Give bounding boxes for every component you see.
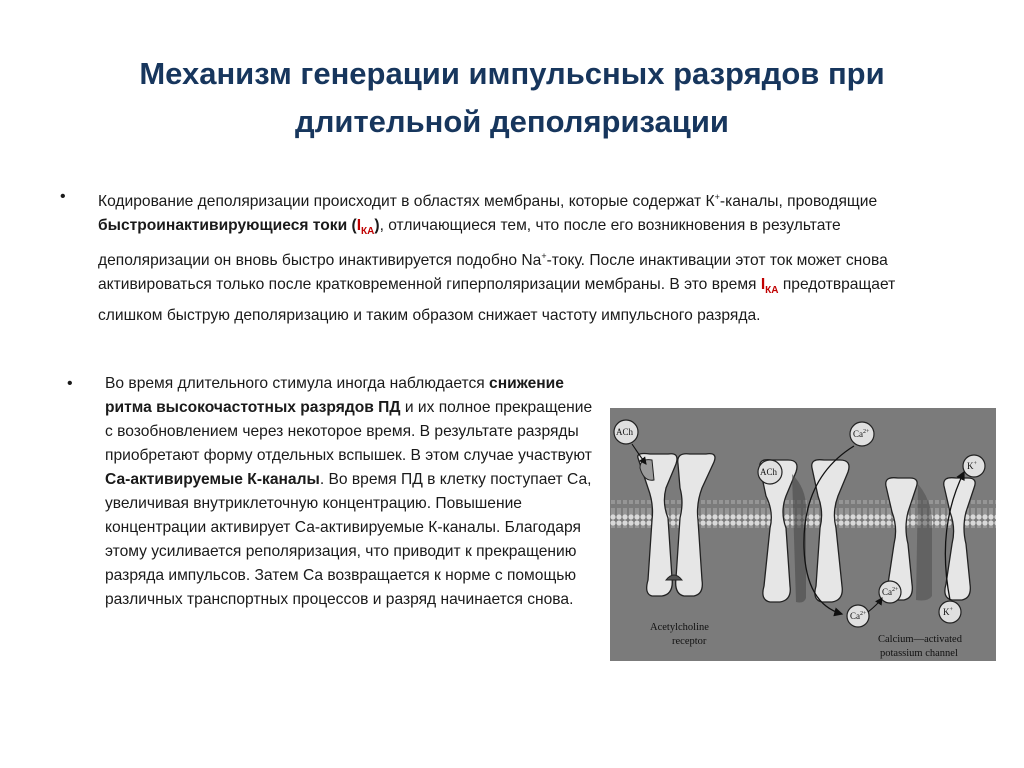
text-run: , отличающиеся тем, что после его возникновения в результате деполяризации он вновь быстро инактивируется подобно Na [98,217,841,270]
text-run: Во время длительного стимула иногда наблюдается [105,375,490,392]
ion-channel-diagram [610,408,996,661]
bullet-paragraph-1 [60,185,928,328]
ach-label-1: ACh [616,427,634,437]
current-subscript: КА [765,285,779,297]
bold-text: Са-активируемые К-каналы [105,471,320,488]
calcium-label-bottom-1: $Ca^{2+}$ [850,611,867,621]
slide-title [60,50,964,146]
bold-text: ) [374,217,380,235]
text-run: . Во время ПД в клетку поступает Са, увеличивая внутриклеточную концентрацию. Повышение концентрации активирует Са-активируемые К-каналы. Благодаря этому усиливается реполяризация, что приводит к прекращению разряда импульсов. Затем Са возвращается к норме с помощью различных транспортных процессов и разряд начинается снова. [105,471,592,608]
current-symbol [760,276,779,297]
superscript-plus: + [541,251,547,262]
ach-receptor-label-1: Acetylcholine [650,622,709,633]
bullet-paragraph-2 [67,372,597,612]
potassium-label-top: K+ [967,461,977,471]
k-channel-label-2: potassium channel [880,648,958,659]
title-line-1: Механизм генерации импульсных разрядов при [139,56,885,91]
text-run: предотвращает слишком быструю деполяризацию и таким образом снижает частоту импульсного разряда. [98,276,896,324]
k-channel-label-1: Calcium—activated [878,634,962,645]
text-run: Кодирование деполяризации происходит в областях мембраны, которые содержат К [98,193,715,211]
bullet-marker: • [67,375,73,392]
current-subscript: КА [361,226,375,238]
calcium-label-top: $Ca^{2+}$ [853,429,870,439]
bold-text: снижение ритма высокочастотных разрядов ПД [105,375,564,416]
superscript-plus: + [714,192,720,202]
bold-text: быстроинактивирующиеся токи ( [98,217,357,235]
calcium-label-bottom-2: $Ca^{2+}$ [882,587,899,597]
current-symbol [356,217,375,238]
ach-label-2: ACh [760,467,778,477]
current-letter: I [760,276,766,294]
text-run: -каналы, проводящие [719,193,878,211]
bullet-marker: • [60,188,66,205]
potassium-label-bottom: K+ [943,607,953,617]
ion-channel-figure [610,408,996,661]
text-run: и их полное прекращение с возобновлением через некоторое время. В результате разряды приобретают форму отдельных вспышек. В этом случае участвуют [105,399,593,464]
ach-receptor-label-2: receptor [672,636,707,647]
text-run: -току. После инактивации этот ток может снова активироваться только после кратковременной гиперполяризации мембраны. В это время [98,252,888,294]
title-line-2: длительной деполяризации [295,104,729,139]
current-letter: I [356,217,362,235]
